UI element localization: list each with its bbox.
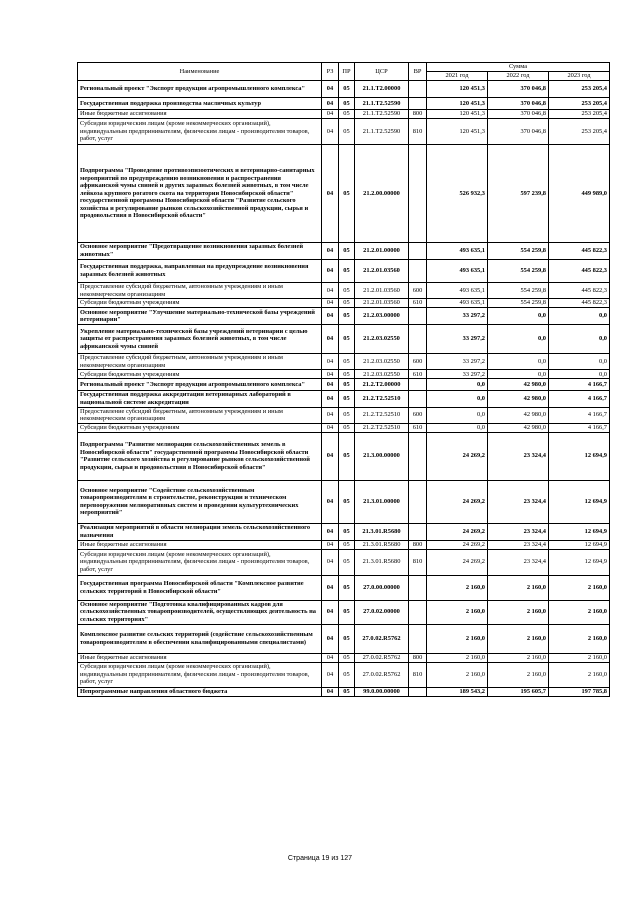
row-value-2022: 597 239,8 xyxy=(488,145,549,243)
row-csr: 21.2.03.02550 xyxy=(355,325,409,354)
row-name: Непрограммные направления областного бюджета xyxy=(78,687,322,696)
row-value-2023: 12 694,9 xyxy=(549,540,610,549)
row-vr: 810 xyxy=(409,119,427,145)
row-value-2021: 24 269,2 xyxy=(427,523,488,540)
row-rz: 04 xyxy=(322,480,339,523)
row-value-2022: 0,0 xyxy=(488,370,549,379)
row-pr: 05 xyxy=(339,523,355,540)
row-value-2021: 120 451,3 xyxy=(427,119,488,145)
row-name: Комплексное развитие сельских территорий (содействие сельскохозяйственным товаропроизводителям в обеспечении квалифицированными специалистами) xyxy=(78,624,322,653)
row-pr: 05 xyxy=(339,662,355,687)
table-row xyxy=(78,662,610,687)
row-value-2022: 42 980,0 xyxy=(488,423,549,432)
row-value-2022: 554 259,8 xyxy=(488,299,549,308)
table-body xyxy=(78,81,610,697)
table-row xyxy=(78,354,610,370)
row-value-2021: 493 635,1 xyxy=(427,260,488,283)
row-csr: 21.2.T2.52510 xyxy=(355,391,409,407)
row-pr: 05 xyxy=(339,98,355,110)
row-pr: 05 xyxy=(339,81,355,98)
row-vr: 610 xyxy=(409,299,427,308)
row-vr: 600 xyxy=(409,407,427,423)
table-row xyxy=(78,370,610,379)
row-rz: 04 xyxy=(322,687,339,696)
row-value-2023: 445 822,3 xyxy=(549,243,610,260)
row-csr: 21.2.T2.00000 xyxy=(355,379,409,391)
row-name: Субсидии бюджетным учреждениям xyxy=(78,423,322,432)
row-csr: 27.0.02.R5762 xyxy=(355,624,409,653)
row-value-2022: 554 259,8 xyxy=(488,243,549,260)
row-value-2023: 12 694,9 xyxy=(549,523,610,540)
row-pr: 05 xyxy=(339,110,355,119)
row-csr: 21.1.T2.52590 xyxy=(355,119,409,145)
row-rz: 04 xyxy=(322,119,339,145)
row-pr: 05 xyxy=(339,260,355,283)
table-row xyxy=(78,325,610,354)
row-value-2022: 554 259,8 xyxy=(488,283,549,299)
row-value-2021: 0,0 xyxy=(427,391,488,407)
table-row xyxy=(78,299,610,308)
header-vr: ВР xyxy=(409,63,427,81)
row-rz: 04 xyxy=(322,600,339,624)
table-row xyxy=(78,549,610,575)
table-row xyxy=(78,540,610,549)
row-value-2021: 120 451,3 xyxy=(427,81,488,98)
row-value-2023: 449 989,0 xyxy=(549,145,610,243)
row-pr: 05 xyxy=(339,283,355,299)
row-rz: 04 xyxy=(322,662,339,687)
row-value-2021: 2 160,0 xyxy=(427,575,488,600)
table-row xyxy=(78,575,610,600)
header-year-2022: 2022 год xyxy=(488,72,549,81)
row-csr: 21.2.01.03560 xyxy=(355,260,409,283)
row-value-2021: 2 160,0 xyxy=(427,662,488,687)
row-value-2021: 24 269,2 xyxy=(427,432,488,480)
row-csr: 21.2.T2.52510 xyxy=(355,407,409,423)
row-value-2021: 0,0 xyxy=(427,379,488,391)
row-name: Иные бюджетные ассигнования xyxy=(78,540,322,549)
budget-table xyxy=(77,62,610,697)
row-pr: 05 xyxy=(339,575,355,600)
row-value-2022: 23 324,4 xyxy=(488,523,549,540)
header-year-2023: 2023 год xyxy=(549,72,610,81)
row-name: Укрепление материально-технической базы учреждений ветеринарии с целью защиты от распространения заразных болезней животных, в том числе африканской чумы свиней xyxy=(78,325,322,354)
row-csr: 21.2.01.03560 xyxy=(355,299,409,308)
row-csr: 27.0.00.00000 xyxy=(355,575,409,600)
table-row xyxy=(78,653,610,662)
header-sum: Сумма xyxy=(427,63,610,72)
row-value-2021: 33 297,2 xyxy=(427,308,488,325)
row-pr: 05 xyxy=(339,243,355,260)
row-pr: 05 xyxy=(339,354,355,370)
row-value-2023: 0,0 xyxy=(549,325,610,354)
row-name: Основное мероприятие "Улучшение материально-технической базы учреждений ветеринарии" xyxy=(78,308,322,325)
row-value-2021: 120 451,3 xyxy=(427,110,488,119)
row-value-2022: 23 324,4 xyxy=(488,540,549,549)
row-value-2023: 0,0 xyxy=(549,354,610,370)
row-value-2022: 195 605,7 xyxy=(488,687,549,696)
row-rz: 04 xyxy=(322,308,339,325)
row-vr xyxy=(409,243,427,260)
row-value-2022: 23 324,4 xyxy=(488,480,549,523)
row-name: Субсидии юридическим лицам (кроме некоммерческих организаций), индивидуальным предпринимателям, физическим лицам - производителям товаров, работ, услуг xyxy=(78,662,322,687)
table-row xyxy=(78,308,610,325)
row-csr: 21.2.01.00000 xyxy=(355,243,409,260)
row-value-2021: 24 269,2 xyxy=(427,540,488,549)
row-value-2022: 370 046,8 xyxy=(488,81,549,98)
row-vr xyxy=(409,480,427,523)
row-pr: 05 xyxy=(339,407,355,423)
row-value-2021: 33 297,2 xyxy=(427,354,488,370)
row-value-2022: 42 980,0 xyxy=(488,391,549,407)
row-value-2021: 0,0 xyxy=(427,407,488,423)
row-value-2023: 0,0 xyxy=(549,308,610,325)
row-name: Предоставление субсидий бюджетным, автономным учреждениям и иным некоммерческим организациям xyxy=(78,283,322,299)
row-vr xyxy=(409,325,427,354)
row-pr: 05 xyxy=(339,325,355,354)
row-rz: 04 xyxy=(322,653,339,662)
table-row xyxy=(78,283,610,299)
table-row xyxy=(78,145,610,243)
row-value-2021: 33 297,2 xyxy=(427,325,488,354)
row-rz: 04 xyxy=(322,379,339,391)
row-value-2022: 0,0 xyxy=(488,354,549,370)
table-row xyxy=(78,391,610,407)
row-rz: 04 xyxy=(322,370,339,379)
row-pr: 05 xyxy=(339,299,355,308)
row-value-2023: 4 166,7 xyxy=(549,407,610,423)
row-csr: 21.2.03.02550 xyxy=(355,354,409,370)
table-row xyxy=(78,119,610,145)
row-value-2023: 12 694,9 xyxy=(549,480,610,523)
row-value-2023: 253 205,4 xyxy=(549,81,610,98)
row-vr xyxy=(409,523,427,540)
row-value-2021: 24 269,2 xyxy=(427,480,488,523)
row-name: Государственная поддержка, направленная на предупреждение возникновения заразных болезней животных xyxy=(78,260,322,283)
row-vr xyxy=(409,687,427,696)
row-name: Субсидии юридическим лицам (кроме некоммерческих организаций), индивидуальным предпринимателям, физическим лицам - производителям товаров, работ, услуг xyxy=(78,119,322,145)
row-vr xyxy=(409,98,427,110)
row-vr xyxy=(409,624,427,653)
row-value-2022: 23 324,4 xyxy=(488,432,549,480)
row-rz: 04 xyxy=(322,432,339,480)
row-rz: 04 xyxy=(322,423,339,432)
row-pr: 05 xyxy=(339,379,355,391)
row-vr xyxy=(409,81,427,98)
row-value-2021: 189 543,2 xyxy=(427,687,488,696)
header-year-2021: 2021 год xyxy=(427,72,488,81)
row-value-2023: 197 785,8 xyxy=(549,687,610,696)
row-rz: 04 xyxy=(322,81,339,98)
row-name: Государственная поддержка производства масличных культур xyxy=(78,98,322,110)
row-value-2021: 2 160,0 xyxy=(427,600,488,624)
row-csr: 27.0.02.R5762 xyxy=(355,653,409,662)
table-row xyxy=(78,379,610,391)
row-pr: 05 xyxy=(339,119,355,145)
row-value-2021: 2 160,0 xyxy=(427,624,488,653)
row-csr: 21.2.03.00000 xyxy=(355,308,409,325)
table-row xyxy=(78,243,610,260)
table-row xyxy=(78,81,610,98)
row-vr: 610 xyxy=(409,370,427,379)
row-pr: 05 xyxy=(339,391,355,407)
row-vr: 800 xyxy=(409,110,427,119)
row-value-2023: 12 694,9 xyxy=(549,549,610,575)
row-value-2023: 12 694,9 xyxy=(549,432,610,480)
row-value-2023: 445 822,3 xyxy=(549,283,610,299)
header-csr: ЦСР xyxy=(355,63,409,81)
row-csr: 21.1.T2.52590 xyxy=(355,110,409,119)
row-name: Реализация мероприятий в области мелиорации земель сельскохозяйственного назначения xyxy=(78,523,322,540)
row-vr: 800 xyxy=(409,540,427,549)
row-name: Подпрограмма "Развитие мелиорации сельскохозяйственных земель в Новосибирской области" государственной программы Новосибирской области "Развитие сельского хозяйства и регулирование рынков сельскохозяйственной продукции, сырья и продовольствия в Новосибирской области" xyxy=(78,432,322,480)
row-pr: 05 xyxy=(339,549,355,575)
row-value-2022: 370 046,8 xyxy=(488,110,549,119)
row-value-2023: 4 166,7 xyxy=(549,423,610,432)
row-value-2023: 4 166,7 xyxy=(549,391,610,407)
table-row xyxy=(78,687,610,696)
row-pr: 05 xyxy=(339,687,355,696)
row-value-2021: 0,0 xyxy=(427,423,488,432)
row-value-2022: 0,0 xyxy=(488,325,549,354)
row-csr: 21.3.01.R5680 xyxy=(355,549,409,575)
row-rz: 04 xyxy=(322,325,339,354)
table-row xyxy=(78,260,610,283)
row-value-2021: 493 635,1 xyxy=(427,283,488,299)
row-pr: 05 xyxy=(339,653,355,662)
row-value-2023: 445 822,3 xyxy=(549,260,610,283)
row-vr xyxy=(409,575,427,600)
row-pr: 05 xyxy=(339,540,355,549)
row-value-2023: 2 160,0 xyxy=(549,653,610,662)
row-value-2023: 253 205,4 xyxy=(549,110,610,119)
row-vr xyxy=(409,260,427,283)
row-value-2023: 445 822,3 xyxy=(549,299,610,308)
row-value-2023: 253 205,4 xyxy=(549,98,610,110)
row-vr: 810 xyxy=(409,549,427,575)
row-rz: 04 xyxy=(322,98,339,110)
row-name: Подпрограмма "Проведение противоэпизоотических и ветеринарно-санитарных мероприятий по предупреждению возникновения и распространения африканской чумы свиней и других заразных болезней животных, в том числе лейкоза крупного рогатого скота на территории Новосибирской области" государственной программы Новосибирской области "Развитие сельского хозяйства и регулирование рынков сельскохозяйственной продукции, сырья и продовольствия в Новосибирской области" xyxy=(78,145,322,243)
row-name: Государственная программа Новосибирской области "Комплексное развитие сельских территорий в Новосибирской области" xyxy=(78,575,322,600)
table-row xyxy=(78,624,610,653)
row-name: Основное мероприятие "Предотвращение возникновения заразных болезней животных" xyxy=(78,243,322,260)
row-csr: 27.0.02.00000 xyxy=(355,600,409,624)
row-rz: 04 xyxy=(322,523,339,540)
row-value-2023: 4 166,7 xyxy=(549,379,610,391)
row-value-2023: 2 160,0 xyxy=(549,575,610,600)
row-csr: 21.2.00.00000 xyxy=(355,145,409,243)
row-rz: 04 xyxy=(322,407,339,423)
row-value-2022: 2 160,0 xyxy=(488,653,549,662)
row-pr: 05 xyxy=(339,480,355,523)
row-rz: 04 xyxy=(322,354,339,370)
row-value-2022: 370 046,8 xyxy=(488,119,549,145)
row-vr xyxy=(409,391,427,407)
row-value-2021: 33 297,2 xyxy=(427,370,488,379)
row-vr: 810 xyxy=(409,662,427,687)
row-name: Субсидии бюджетным учреждениям xyxy=(78,299,322,308)
row-vr xyxy=(409,145,427,243)
row-csr: 21.1.T2.52590 xyxy=(355,98,409,110)
row-vr: 600 xyxy=(409,283,427,299)
table-row xyxy=(78,407,610,423)
row-value-2021: 526 932,3 xyxy=(427,145,488,243)
row-value-2022: 23 324,4 xyxy=(488,549,549,575)
row-name: Субсидии юридическим лицам (кроме некоммерческих организаций), индивидуальным предпринимателям, физическим лицам - производителям товаров, работ, услуг xyxy=(78,549,322,575)
row-rz: 04 xyxy=(322,283,339,299)
table-row xyxy=(78,480,610,523)
row-pr: 05 xyxy=(339,600,355,624)
row-value-2022: 2 160,0 xyxy=(488,624,549,653)
row-value-2022: 554 259,8 xyxy=(488,260,549,283)
row-value-2021: 493 635,1 xyxy=(427,243,488,260)
row-value-2022: 42 980,0 xyxy=(488,407,549,423)
row-rz: 04 xyxy=(322,549,339,575)
row-name: Иные бюджетные ассигнования xyxy=(78,110,322,119)
row-name: Иные бюджетные ассигнования xyxy=(78,653,322,662)
row-name: Предоставление субсидий бюджетным, автономным учреждениям и иным некоммерческим организациям xyxy=(78,407,322,423)
row-name: Субсидии бюджетным учреждениям xyxy=(78,370,322,379)
row-pr: 05 xyxy=(339,624,355,653)
row-value-2022: 2 160,0 xyxy=(488,662,549,687)
row-value-2023: 2 160,0 xyxy=(549,662,610,687)
row-name: Региональный проект "Экспорт продукции агропромышленного комплекса" xyxy=(78,379,322,391)
row-vr xyxy=(409,308,427,325)
row-value-2022: 370 046,8 xyxy=(488,98,549,110)
row-rz: 04 xyxy=(322,243,339,260)
row-vr: 800 xyxy=(409,653,427,662)
row-value-2022: 0,0 xyxy=(488,308,549,325)
row-name: Региональный проект "Экспорт продукции агропромышленного комплекса" xyxy=(78,81,322,98)
table-row xyxy=(78,98,610,110)
row-name: Предоставление субсидий бюджетным, автономным учреждениям и иным некоммерческим организациям xyxy=(78,354,322,370)
row-value-2023: 2 160,0 xyxy=(549,624,610,653)
row-pr: 05 xyxy=(339,145,355,243)
row-rz: 04 xyxy=(322,624,339,653)
table-row xyxy=(78,423,610,432)
table-row xyxy=(78,523,610,540)
row-csr: 21.3.01.R5680 xyxy=(355,523,409,540)
row-value-2023: 0,0 xyxy=(549,370,610,379)
row-pr: 05 xyxy=(339,370,355,379)
row-csr: 21.1.T2.00000 xyxy=(355,81,409,98)
row-name: Основное мероприятие "Подготовка квалифицированных кадров для сельскохозяйственных товаропроизводителей, осуществляющих деятельность на сельских территориях" xyxy=(78,600,322,624)
row-vr xyxy=(409,432,427,480)
row-rz: 04 xyxy=(322,110,339,119)
row-value-2022: 42 980,0 xyxy=(488,379,549,391)
row-csr: 21.3.01.R5680 xyxy=(355,540,409,549)
row-csr: 21.2.T2.52510 xyxy=(355,423,409,432)
row-value-2021: 120 451,3 xyxy=(427,98,488,110)
row-csr: 21.2.03.02550 xyxy=(355,370,409,379)
row-vr xyxy=(409,379,427,391)
row-value-2021: 24 269,2 xyxy=(427,549,488,575)
header-pr: ПР xyxy=(339,63,355,81)
row-csr: 21.3.00.00000 xyxy=(355,432,409,480)
header-rz: РЗ xyxy=(322,63,339,81)
row-csr: 21.3.01.00000 xyxy=(355,480,409,523)
row-csr: 27.0.02.R5762 xyxy=(355,662,409,687)
row-value-2021: 493 635,1 xyxy=(427,299,488,308)
table-row xyxy=(78,110,610,119)
row-value-2023: 2 160,0 xyxy=(549,600,610,624)
row-pr: 05 xyxy=(339,423,355,432)
table-row xyxy=(78,600,610,624)
row-rz: 04 xyxy=(322,299,339,308)
row-value-2022: 2 160,0 xyxy=(488,600,549,624)
page-number: Страница 19 из 127 xyxy=(287,855,353,862)
row-rz: 04 xyxy=(322,540,339,549)
row-rz: 04 xyxy=(322,575,339,600)
row-rz: 04 xyxy=(322,145,339,243)
row-name: Основное мероприятие "Содействие сельскохозяйственным товаропроизводителям в строительстве, реконструкции и техническом перевооружении мелиоративных систем и проведении культуртехнических мероприятий" xyxy=(78,480,322,523)
row-csr: 99.0.00.00000 xyxy=(355,687,409,696)
table-row xyxy=(78,432,610,480)
header-name: Наименование xyxy=(78,63,322,81)
row-value-2023: 253 205,4 xyxy=(549,119,610,145)
row-name: Государственная поддержка аккредитации ветеринарных лабораторий в национальной системе аккредитации xyxy=(78,391,322,407)
row-vr xyxy=(409,600,427,624)
row-vr: 610 xyxy=(409,423,427,432)
row-pr: 05 xyxy=(339,308,355,325)
row-rz: 04 xyxy=(322,260,339,283)
row-value-2021: 2 160,0 xyxy=(427,653,488,662)
row-vr: 600 xyxy=(409,354,427,370)
row-pr: 05 xyxy=(339,432,355,480)
row-csr: 21.2.01.03560 xyxy=(355,283,409,299)
row-value-2022: 2 160,0 xyxy=(488,575,549,600)
row-rz: 04 xyxy=(322,391,339,407)
